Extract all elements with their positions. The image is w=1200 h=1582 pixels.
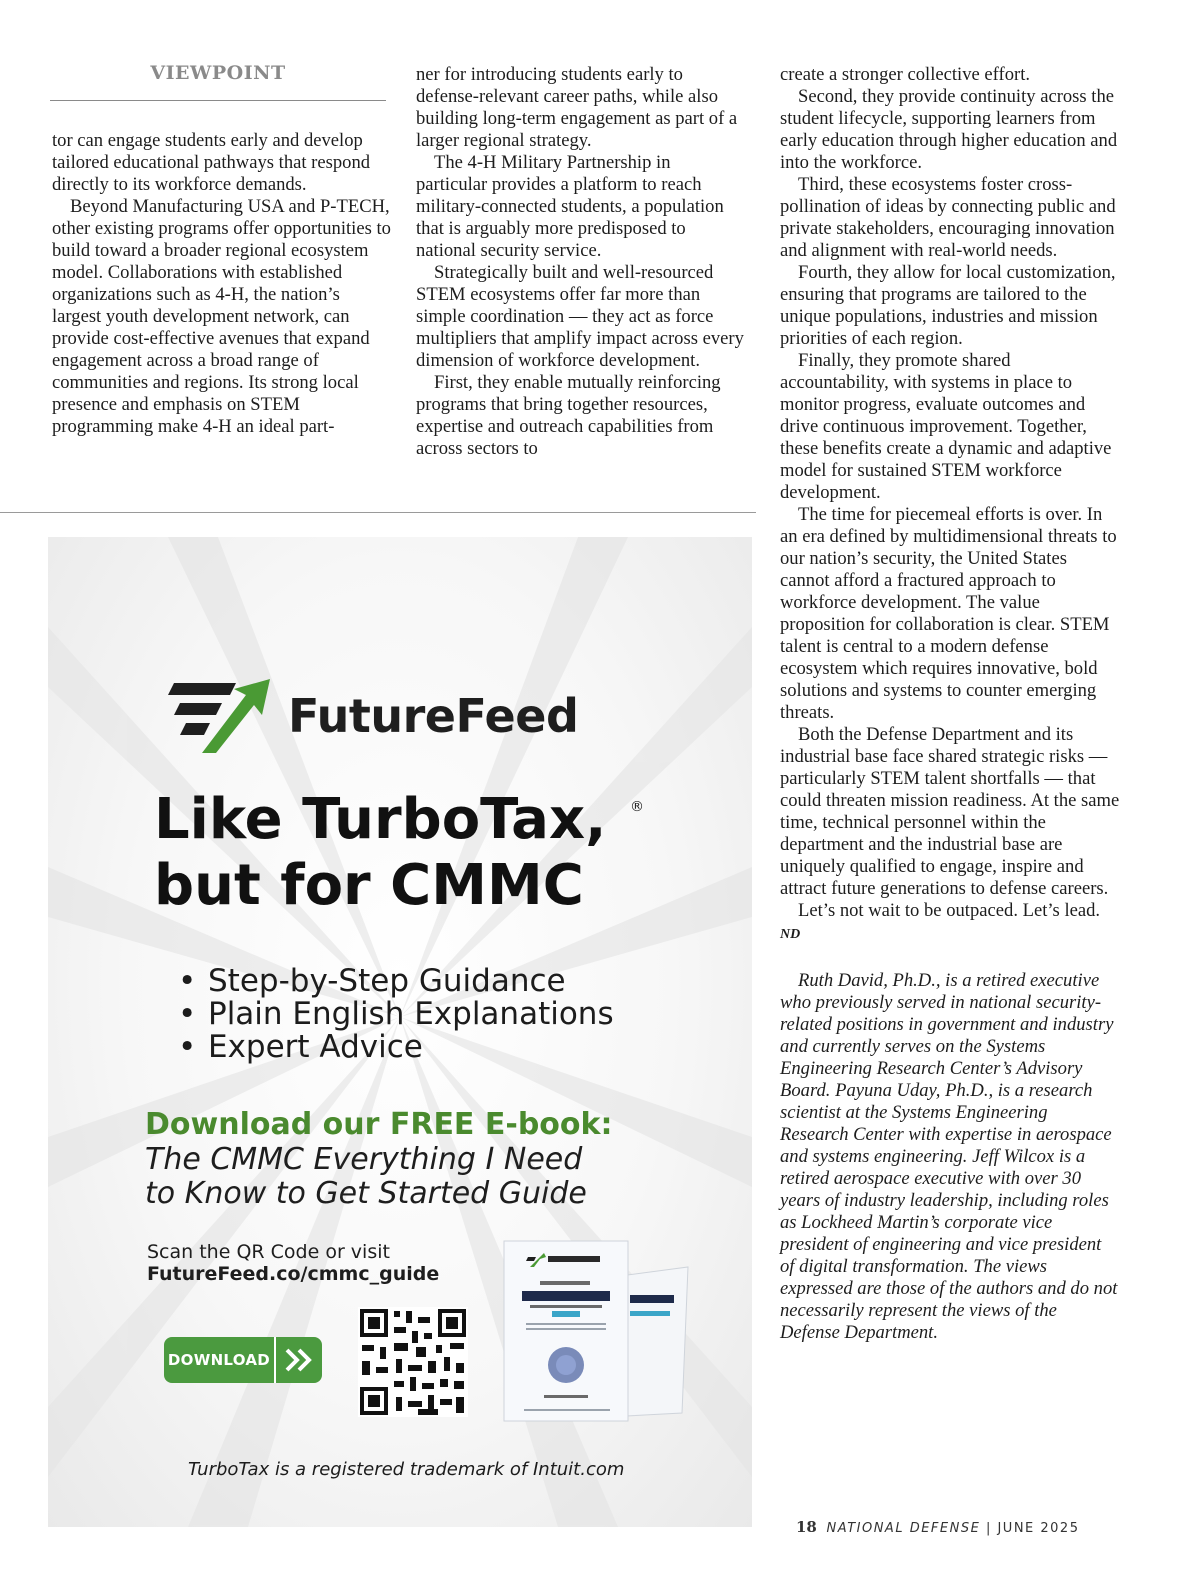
article-column-3 [780, 64, 1120, 1344]
futurefeed-logo [166, 677, 636, 757]
button-separator [274, 1337, 276, 1383]
paragraph: create a stronger collective effort. [780, 64, 1031, 85]
paragraph: Beyond Manufacturing USA and P-TECH, other existing programs offer opportunities to build toward a broader regional ecosystem model. Collaborations with established organizations such as 4-H, the nation’s largest youth development network, can provide cost-effective avenues that expand engagement across a broad range of communities and regions. Its strong local presence and emphasis on STEM programming make 4-H an ideal part- [52, 196, 391, 437]
magazine-name: NATIONAL DEFENSE [826, 1521, 981, 1536]
ad-divider-rule [0, 512, 756, 513]
article-column-2 [416, 64, 746, 460]
paragraph: Finally, they promote shared accountability, with systems in place to monitor progress, evaluate outcomes and drive continuous improvement. Together, these benefits create a dynamic and adaptive model for sustained STEM workforce development. [780, 350, 1112, 503]
feature-item: • Expert Advice [178, 1031, 614, 1064]
download-label: DOWNLOAD [167, 1351, 271, 1369]
author-bio: Ruth David, Ph.D., is a retired executive who previously served in national security-related positions in government and industry and currently serves on the Systems Engineering Research Center’s Advisory Board. Payuna Uday, Ph.D., is a research scientist at the Systems Engineering Research Center with expertise in aerospace and systems engineering. Jeff Wilcox is a retired aerospace executive with over 30 years of industry leadership, including roles as Lockheed Martin’s corporate vice president of engineering and vice president of digital transformation. The views expressed are those of the authors and do not necessarily represent the views of the Defense Department. [780, 970, 1118, 1343]
paragraph: Both the Defense Department and its industrial base face shared strategic risks — particularly STEM talent shortfalls — that could threaten mission readiness. At the same time, technical personnel within the department and the industrial base are uniquely qualified to engage, inspire and attract future generations to defense careers. [780, 724, 1120, 899]
trademark-disclaimer: TurboTax is a registered trademark of Intuit.com [188, 1459, 625, 1480]
brand-name: FutureFeed [288, 689, 579, 743]
closing-paragraph [780, 900, 1120, 946]
paragraph: Strategically built and well-resourced STEM ecosystems offer far more than simple coordination — they act as force multipliers that amplify impact across every dimension of workforce development. [416, 262, 744, 371]
paragraph: Fourth, they allow for local customization, ensuring that programs are tailored to the unique populations, industries and mission priorities of each region. [780, 262, 1116, 349]
paragraph: First, they enable mutually reinforcing programs that bring together resources, expertise and outreach capabilities from across sectors to [416, 372, 721, 459]
article-column-1 [52, 130, 392, 438]
scan-instruction: Scan the QR Code or visit [147, 1241, 390, 1263]
qr-code-icon[interactable] [358, 1307, 468, 1417]
feature-list [178, 965, 614, 1064]
paragraph: Third, these ecosystems foster cross-pollination of ideas by connecting public and private stakeholders, encouraging innovation and alignment with real-world needs. [780, 174, 1116, 261]
page-number: 18 [796, 1518, 817, 1536]
closing-text: Let’s not wait to be outpaced. Let’s lead. [798, 900, 1101, 921]
paragraph: tor can engage students early and develop tailored educational pathways that respond directly to its workforce demands. [52, 130, 371, 195]
issue-date: JUNE 2025 [997, 1521, 1080, 1536]
headline-line-1: Like TurboTax, [154, 787, 607, 852]
download-button[interactable] [164, 1337, 322, 1383]
nd-end-mark: ND [780, 927, 801, 942]
feature-item: • Plain English Explanations [178, 998, 614, 1031]
page-footer [796, 1518, 1079, 1536]
section-label: VIEWPOINT [150, 62, 286, 84]
futurefeed-logo-icon [166, 677, 274, 757]
guide-link[interactable]: FutureFeed.co/cmmc_guide [147, 1263, 440, 1285]
ebook-cover-image [500, 1237, 690, 1427]
section-label-rule [50, 100, 386, 101]
ebook-title-line-2: to Know to Get Started Guide [145, 1176, 587, 1211]
registered-mark: ® [630, 799, 644, 815]
ebook-cta: Download our FREE E-book: [145, 1107, 613, 1142]
headline-line-2: but for CMMC [154, 853, 584, 918]
paragraph: Second, they provide continuity across the student lifecycle, supporting learners from early education through higher education and into the workforce. [780, 86, 1118, 173]
paragraph: The time for piecemeal efforts is over. In an era defined by multidimensional threats to our nation’s security, the United States cannot afford a fractured approach to workforce development. The value proposition for collaboration is clear. STEM talent is central to a modern defense ecosystem which requires innovative, bold solutions and systems to counter emerging threats. [780, 504, 1117, 723]
double-chevron-right-icon [282, 1345, 316, 1375]
ebook-title [145, 1143, 665, 1211]
feature-item: • Step-by-Step Guidance [178, 965, 614, 998]
futurefeed-advertisement[interactable] [48, 537, 752, 1527]
paragraph: The 4-H Military Partnership in particular provides a platform to reach military-connected students, a population that is arguably more predisposed to national security service. [416, 152, 724, 261]
paragraph: ner for introducing students early to defense-relevant career paths, while also building long-term engagement as part of a larger regional strategy. [416, 64, 738, 151]
footer-separator: | [985, 1521, 992, 1536]
ebook-title-line-1: The CMMC Everything I Need [145, 1142, 583, 1177]
